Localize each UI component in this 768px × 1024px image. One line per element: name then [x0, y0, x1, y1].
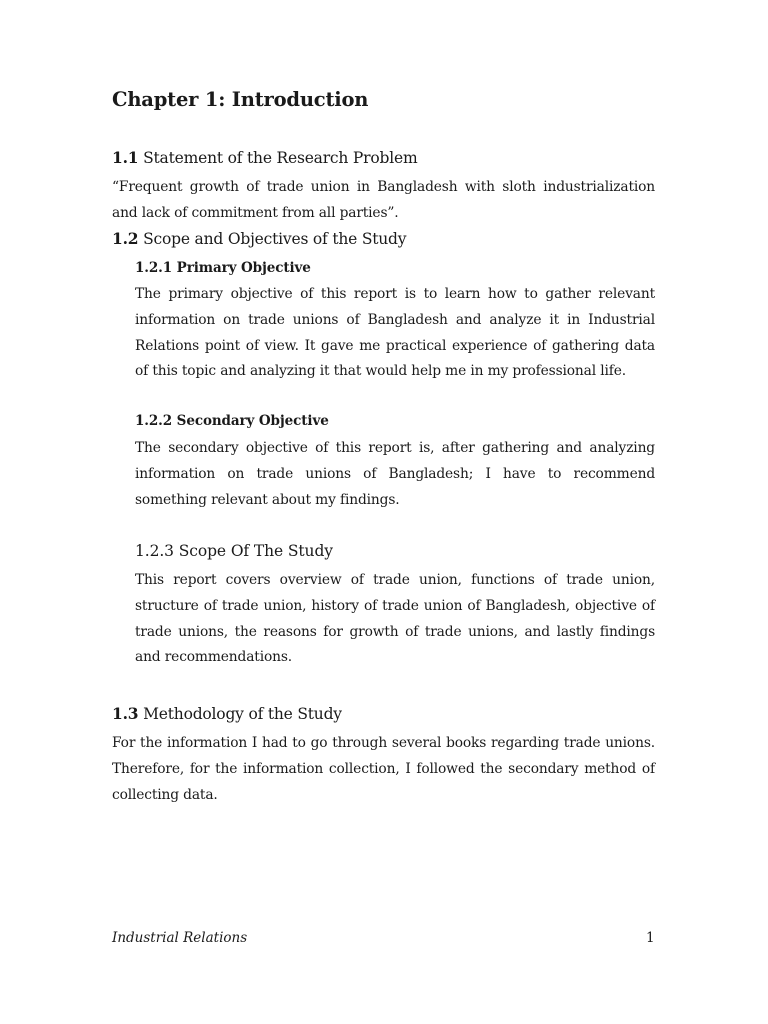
chapter-title: Chapter 1: Introduction: [112, 88, 369, 111]
section-title: Methodology of the Study: [143, 705, 342, 723]
section-heading-1-1: [112, 148, 417, 167]
section-number: 1.1: [112, 148, 139, 167]
section-heading-1-3: [112, 704, 342, 723]
subsection-heading-secondary-objective: 1.2.2 Secondary Objective: [135, 413, 329, 429]
page-number: 1: [646, 930, 655, 946]
methodology-text: For the information I had to go through several books regarding trade unions. Therefore, for the information collection, I followed the secondary method of collecting data.: [112, 735, 655, 803]
section-title: Statement of the Research Problem: [143, 149, 418, 167]
subsection-heading-primary-objective: 1.2.1 Primary Objective: [135, 260, 311, 276]
secondary-objective-text: The secondary objective of this report is, after gathering and analyzing information on trade unions of Bangladesh; I have to recommend something relevant about my findings.: [135, 440, 655, 508]
section-heading-1-2: [112, 229, 406, 248]
section-number: 1.3: [112, 704, 139, 723]
section-number: 1.2: [112, 229, 139, 248]
footer-title: Industrial Relations: [112, 930, 248, 946]
scope-text: This report covers overview of trade union, functions of trade union, structure of trade union, history of trade union of Bangladesh, objective of trade unions, the reasons for growth of trade unions, and lastly findings and recommendations.: [135, 572, 655, 666]
subsection-heading-scope: 1.2.3 Scope Of The Study: [135, 542, 333, 560]
research-problem-statement: “Frequent growth of trade union in Bangladesh with sloth industrialization and lack of commitment from all parties”.: [112, 179, 655, 221]
primary-objective-text: The primary objective of this report is to learn how to gather relevant information on trade unions of Bangladesh and analyze it in Industrial Relations point of view. It gave me practical experience of gathering data of this topic and analyzing it that would help me in my professional life.: [135, 286, 655, 380]
section-title: Scope and Objectives of the Study: [143, 230, 407, 248]
